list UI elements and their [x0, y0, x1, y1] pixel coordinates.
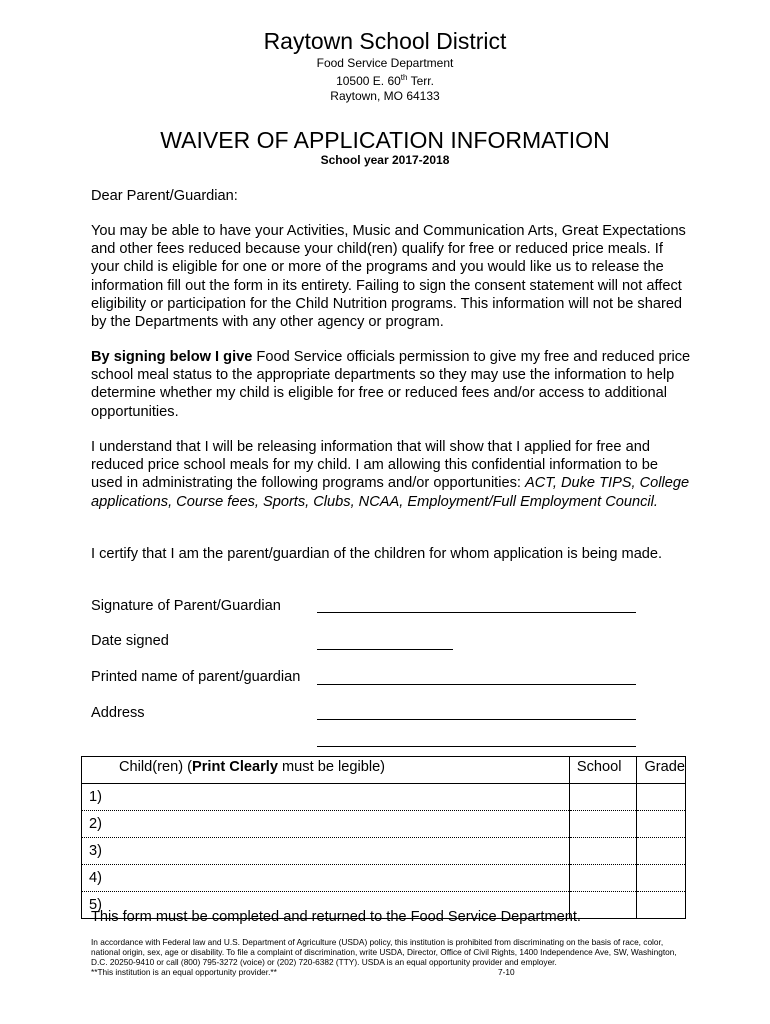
- form-title: WAIVER OF APPLICATION INFORMATION: [160, 127, 610, 153]
- school-column-header: School: [569, 757, 637, 784]
- signature-label: Signature of Parent/Guardian: [91, 598, 281, 614]
- paragraph-certify: I certify that I am the parent/guardian of the children for whom application is being made.: [91, 546, 663, 562]
- date-signed-label: Date signed: [91, 633, 169, 649]
- grade-cell[interactable]: [637, 784, 686, 811]
- table-header-row: [82, 757, 686, 784]
- address-field-line-1[interactable]: [317, 719, 636, 720]
- salutation: Dear Parent/Guardian:: [91, 188, 238, 204]
- grade-column-header: Grade: [637, 757, 686, 784]
- district-name: Raytown School District: [263, 28, 507, 54]
- child-name-cell[interactable]: 3): [82, 838, 570, 865]
- programs-list: ACT, Duke TIPS, College applications, Course fees, Sports, Clubs, NCAA, Employment/Full Employment Council.: [91, 475, 690, 510]
- children-table: [81, 756, 686, 919]
- school-cell[interactable]: [569, 865, 637, 892]
- paragraph-consent: [91, 348, 691, 421]
- address-label: Address: [91, 705, 145, 721]
- programs-text: I understand that I will be releasing information that will show that I applied for free and reduced price school meals for my child. I am allowing this confidential information to be used in administrating the following programs and/or opportunities:: [91, 439, 658, 492]
- grade-cell[interactable]: [637, 892, 686, 919]
- consent-bold-lead: By signing below I give: [91, 349, 253, 365]
- date-signed-field[interactable]: [317, 649, 453, 650]
- street-ordinal: th: [400, 73, 408, 82]
- children-column-header: [82, 757, 570, 784]
- department-name: Food Service Department: [316, 56, 454, 70]
- city-state-zip: Raytown, MO 64133: [330, 89, 440, 103]
- grade-cell[interactable]: [637, 865, 686, 892]
- child-name-cell[interactable]: 4): [82, 865, 570, 892]
- form-code: 7-10: [498, 967, 515, 977]
- school-cell[interactable]: [569, 784, 637, 811]
- table-row: [82, 811, 686, 838]
- school-year: School year 2017-2018: [320, 153, 450, 167]
- consent-text: Food Service officials permission to give my free and reduced price school meal status to the appropriate departments so they may use the information to help determine whether my child is eligible for free or reduced fees and/or access to additional opportunities.: [91, 349, 691, 420]
- table-row: [82, 838, 686, 865]
- street-address: [0, 73, 770, 88]
- signature-field[interactable]: [317, 612, 636, 613]
- child-name-cell[interactable]: 2): [82, 811, 570, 838]
- address-field-line-2[interactable]: [317, 746, 636, 747]
- table-row: [82, 784, 686, 811]
- nondiscrimination-statement: In accordance with Federal law and U.S. Department of Agriculture (USDA) policy, this institution is prohibited from discriminating on the basis of race, color, national origin, sex, age or disability. To file a complaint of discrimination, write USDA, Director, Office of Civil Rights, 1400 Independence Ave, SW, Washington, D.C. 20250-9410 or call (800) 795-3272 (voice) or (202) 720-6382 (TTY). USDA is an equal opportunity provider and employer.: [91, 937, 677, 967]
- paragraph-programs: [91, 438, 691, 511]
- school-cell[interactable]: [569, 811, 637, 838]
- grade-cell[interactable]: [637, 811, 686, 838]
- street-number: 10500 E. 60: [336, 74, 401, 88]
- printed-name-label: Printed name of parent/guardian: [91, 669, 301, 685]
- children-header-bold: Print Clearly: [191, 759, 278, 775]
- school-cell[interactable]: [569, 838, 637, 865]
- children-header-prefix: Child(ren) (: [119, 759, 192, 775]
- printed-name-field[interactable]: [317, 684, 636, 685]
- return-instructions: This form must be completed and returned to the Food Service Department.: [91, 909, 581, 925]
- paragraph-eligibility: You may be able to have your Activities, Music and Communication Arts, Great Expectations and other fees reduced because your child(ren) qualify for free or reduced price meals. If your child is eligible for one or more of the programs and you would like us to release the information fill out the form in its entirety. Failing to sign the consent statement will not affect eligibility or participation for the Child Nutrition programs. This information will not be shared by the Departments with any other agency or program.: [91, 223, 686, 331]
- street-suffix: Terr.: [407, 74, 434, 88]
- grade-cell[interactable]: [637, 838, 686, 865]
- children-header-suffix: must be legible): [277, 759, 386, 775]
- table-row: [82, 865, 686, 892]
- child-name-cell[interactable]: 5): [82, 892, 570, 919]
- equal-opportunity-note: **This institution is an equal opportunity provider.**: [91, 967, 277, 977]
- child-name-cell[interactable]: 1): [82, 784, 570, 811]
